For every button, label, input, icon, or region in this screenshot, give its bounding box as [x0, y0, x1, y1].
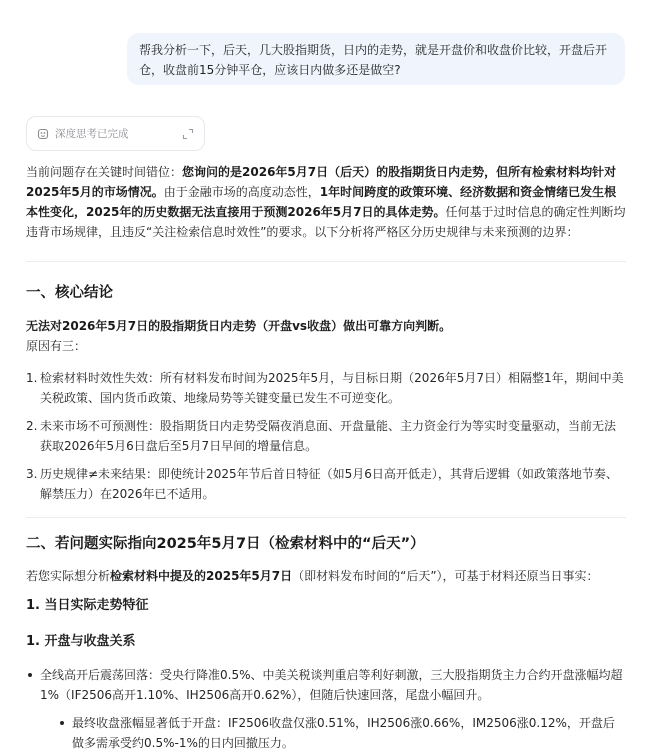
divider — [26, 261, 626, 262]
intro-paragraph — [26, 162, 626, 242]
intro-text-3: 任何基于过时信息的确定性判断均违背市场规律，且违反“关注检索信息时效性”的要求。以下分析将严格区分历史规律与未来预测的边界： — [26, 205, 626, 239]
list-item — [26, 416, 626, 456]
assistant-response — [26, 162, 626, 753]
expand-icon[interactable] — [182, 128, 194, 140]
thinking-status-toggle[interactable] — [26, 116, 205, 151]
list-item — [26, 665, 626, 705]
list-item-text: 全线高开后震荡回落：受央行降准0.5%、中美关税谈判重启等利好刺激，三大股指期货主力合约开盘涨幅均超1%（IF2506高开1.10%、IH2506高开0.62%），但随后快速回落，尾盘小幅回升。 — [40, 668, 623, 702]
intro-text-2: 由于金融市场的高度动态性， — [163, 185, 320, 199]
list-item — [26, 713, 626, 753]
list-item-number: 1. — [26, 371, 38, 385]
brain-icon — [37, 128, 49, 140]
section2-intro — [26, 566, 626, 586]
list-item — [26, 464, 626, 504]
user-message-bubble — [127, 33, 625, 85]
list-item-text: 未来市场不可预测性：股指期货日内走势受隔夜消息面、开盘量能、主力资金行为等实时变量驱动，当前无法获取2026年5月6日盘后至5月7日早间的增量信息。 — [40, 419, 617, 453]
list-item-text: 最终收盘涨幅显著低于开盘：IF2506收盘仅涨0.51%，IH2506涨0.66%，IM2506涨0.12%，开盘后做多需承受约0.5%-1%的日内回撤压力。 — [72, 716, 615, 750]
intro-bold-2: 1年时间跨度的政策环境、经济数据和资金情绪已发生根本性变化，2025年的历史数据无法直接用于预测2026年5月7日的具体走势。 — [26, 185, 617, 219]
section-heading-actual-date: 二、若问题实际指向2025年5月7日（检索材料中的“后天”） — [26, 536, 425, 552]
thinking-status-label: 深度思考已完成 — [55, 128, 129, 140]
bullet-dot — [26, 665, 40, 705]
section2-intro-bold: 检索材料中提及的2025年5月7日 — [110, 569, 293, 583]
subheading-actual-trend: 1. 当日实际走势特征 — [26, 598, 149, 613]
subheading-open-close: 1. 开盘与收盘关系 — [26, 634, 136, 649]
list-item-text: 历史规律≠未来结果：即使统计2025年节后首日特征（如5月6日高开低走），其背后逻辑（如政策落地节奏、解禁压力）在2026年已不适用。 — [40, 467, 618, 501]
list-item-text: 检索材料时效性失效：所有材料发布时间为2025年5月，与目标日期（2026年5月7日）相隔整1年，期间中美关税政策、国内货币政策、地缘局势等关键变量已发生不可逆变化。 — [40, 371, 624, 405]
conclusion-statement: 无法对2026年5月7日的股指期货日内走势（开盘vs收盘）做出可靠方向判断。 — [26, 319, 452, 333]
list-item — [26, 368, 626, 408]
bullet-dot — [58, 713, 72, 753]
section2-intro-text-1: 若您实际想分析 — [26, 569, 111, 583]
divider — [26, 517, 626, 518]
intro-bold-1: 您询问的是2026年5月7日（后天）的股指期货日内走势，但所有检索材料均针对2025年5月的市场情况。 — [26, 165, 617, 199]
list-item-number: 2. — [26, 419, 38, 433]
intro-text-1: 当前问题存在关键时间错位： — [26, 165, 183, 179]
reason-label: 原因有三： — [26, 339, 87, 353]
section-heading-core-conclusion: 一、核心结论 — [26, 285, 113, 301]
list-item-number: 3. — [26, 467, 38, 481]
section2-intro-text-2: （即材料发布时间的“后天”），可基于材料还原当日事实： — [292, 569, 599, 583]
user-message-text: 帮我分析一下，后天，几大股指期货，日内的走势，就是开盘价和收盘价比较，开盘后开仓，收盘前15分钟平仓，应该日内做多还是做空? — [139, 43, 608, 77]
